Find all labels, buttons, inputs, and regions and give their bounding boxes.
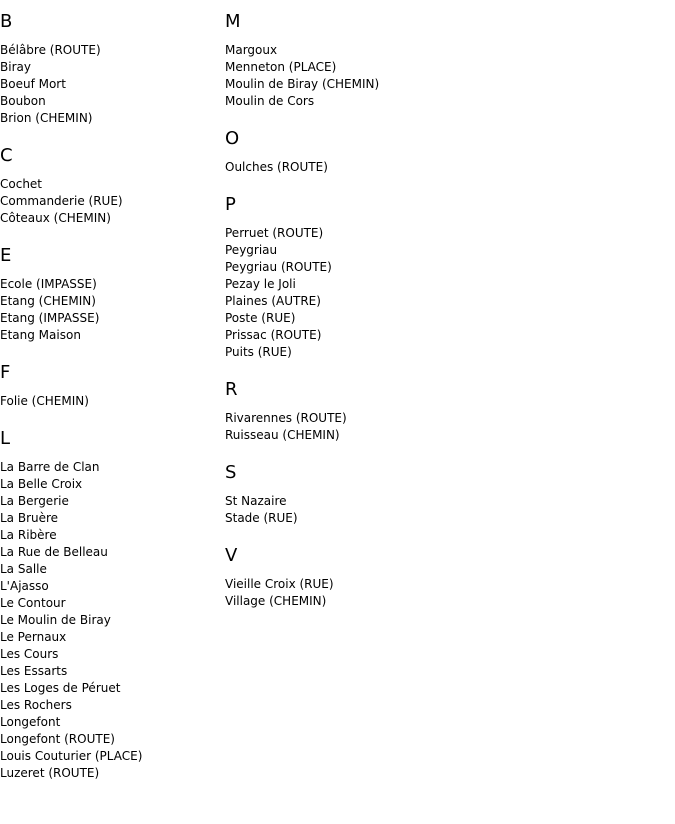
street-link[interactable]: Boubon — [0, 94, 46, 108]
street-list — [225, 493, 675, 527]
letter-group-m — [225, 11, 675, 110]
letter-group-e — [0, 245, 225, 344]
letter-heading: V — [225, 545, 238, 566]
street-link[interactable]: Etang (IMPASSE) — [0, 311, 100, 325]
letter-heading: E — [0, 245, 12, 266]
letter-heading: O — [225, 128, 240, 149]
letter-group-v — [225, 545, 675, 610]
street-list — [0, 459, 225, 782]
street-link[interactable]: Peygriau (ROUTE) — [225, 260, 332, 274]
street-link[interactable]: Ecole (IMPASSE) — [0, 277, 97, 291]
street-link[interactable]: La Barre de Clan — [0, 460, 100, 474]
street-link[interactable]: Bélâbre (ROUTE) — [0, 43, 101, 57]
street-link[interactable]: La Belle Croix — [0, 477, 83, 491]
street-index-column-left — [0, 0, 225, 800]
street-link[interactable]: Perruet (ROUTE) — [225, 226, 324, 240]
street-link[interactable]: Luzeret (ROUTE) — [0, 766, 100, 780]
street-list — [225, 159, 675, 176]
street-index-column-right — [225, 0, 675, 628]
street-link[interactable]: Stade (RUE) — [225, 511, 298, 525]
letter-group-c — [0, 145, 225, 227]
street-link[interactable]: Les Essarts — [0, 664, 68, 678]
street-link[interactable]: Folie (CHEMIN) — [0, 394, 89, 408]
street-link[interactable]: Le Moulin de Biray — [0, 613, 111, 627]
street-link[interactable]: Etang (CHEMIN) — [0, 294, 96, 308]
street-link[interactable]: La Bruère — [0, 511, 59, 525]
letter-group-r — [225, 379, 675, 444]
street-link[interactable]: Côteaux (CHEMIN) — [0, 211, 111, 225]
street-link[interactable]: Peygriau — [225, 243, 278, 257]
street-list — [225, 576, 675, 610]
street-list — [0, 276, 225, 344]
street-link[interactable]: Le Contour — [0, 596, 66, 610]
street-link[interactable]: Longefont (ROUTE) — [0, 732, 115, 746]
street-link[interactable]: Les Loges de Péruet — [0, 681, 121, 695]
letter-group-f — [0, 362, 225, 410]
street-link[interactable]: Le Pernaux — [0, 630, 67, 644]
letter-heading: B — [0, 11, 13, 32]
street-link[interactable]: Poste (RUE) — [225, 311, 296, 325]
street-link[interactable]: Ruisseau (CHEMIN) — [225, 428, 340, 442]
letter-group-o — [225, 128, 675, 176]
street-list — [225, 42, 675, 110]
street-link[interactable]: Biray — [0, 60, 31, 74]
letter-group-b — [0, 11, 225, 127]
letter-heading: C — [0, 145, 13, 166]
letter-heading: S — [225, 462, 237, 483]
street-link[interactable]: Boeuf Mort — [0, 77, 66, 91]
letter-heading: L — [0, 428, 11, 449]
street-link[interactable]: Les Cours — [0, 647, 59, 661]
street-list — [0, 393, 225, 410]
street-link[interactable]: Louis Couturier (PLACE) — [0, 749, 143, 763]
street-link[interactable]: La Salle — [0, 562, 47, 576]
street-link[interactable]: Brion (CHEMIN) — [0, 111, 93, 125]
street-link[interactable]: St Nazaire — [225, 494, 287, 508]
street-link[interactable]: Plaines (AUTRE) — [225, 294, 321, 308]
letter-group-s — [225, 462, 675, 527]
street-link[interactable]: L'Ajasso — [0, 579, 49, 593]
letter-heading: F — [0, 362, 11, 383]
street-link[interactable]: Moulin de Biray (CHEMIN) — [225, 77, 380, 91]
street-list — [0, 176, 225, 227]
letter-group-l — [0, 428, 225, 782]
street-link[interactable]: Village (CHEMIN) — [225, 594, 327, 608]
street-link[interactable]: Etang Maison — [0, 328, 81, 342]
street-link[interactable]: Rivarennes (ROUTE) — [225, 411, 347, 425]
street-link[interactable]: Cochet — [0, 177, 43, 191]
street-link[interactable]: Moulin de Cors — [225, 94, 315, 108]
letter-group-p — [225, 194, 675, 361]
street-link[interactable]: Margoux — [225, 43, 278, 57]
street-link[interactable]: La Rue de Belleau — [0, 545, 108, 559]
street-link[interactable]: Oulches (ROUTE) — [225, 160, 328, 174]
street-link[interactable]: Menneton (PLACE) — [225, 60, 337, 74]
street-link[interactable]: La Ribère — [0, 528, 57, 542]
street-list — [0, 42, 225, 127]
letter-heading: R — [225, 379, 238, 400]
street-link[interactable]: Pezay le Joli — [225, 277, 296, 291]
street-list — [225, 410, 675, 444]
street-link[interactable]: Longefont — [0, 715, 61, 729]
street-link[interactable]: Commanderie (RUE) — [0, 194, 123, 208]
letter-heading: M — [225, 11, 241, 32]
street-link[interactable]: Puits (RUE) — [225, 345, 292, 359]
letter-heading: P — [225, 194, 236, 215]
street-link[interactable]: La Bergerie — [0, 494, 69, 508]
street-list — [225, 225, 675, 361]
street-link[interactable]: Les Rochers — [0, 698, 72, 712]
street-link[interactable]: Vieille Croix (RUE) — [225, 577, 334, 591]
street-link[interactable]: Prissac (ROUTE) — [225, 328, 322, 342]
